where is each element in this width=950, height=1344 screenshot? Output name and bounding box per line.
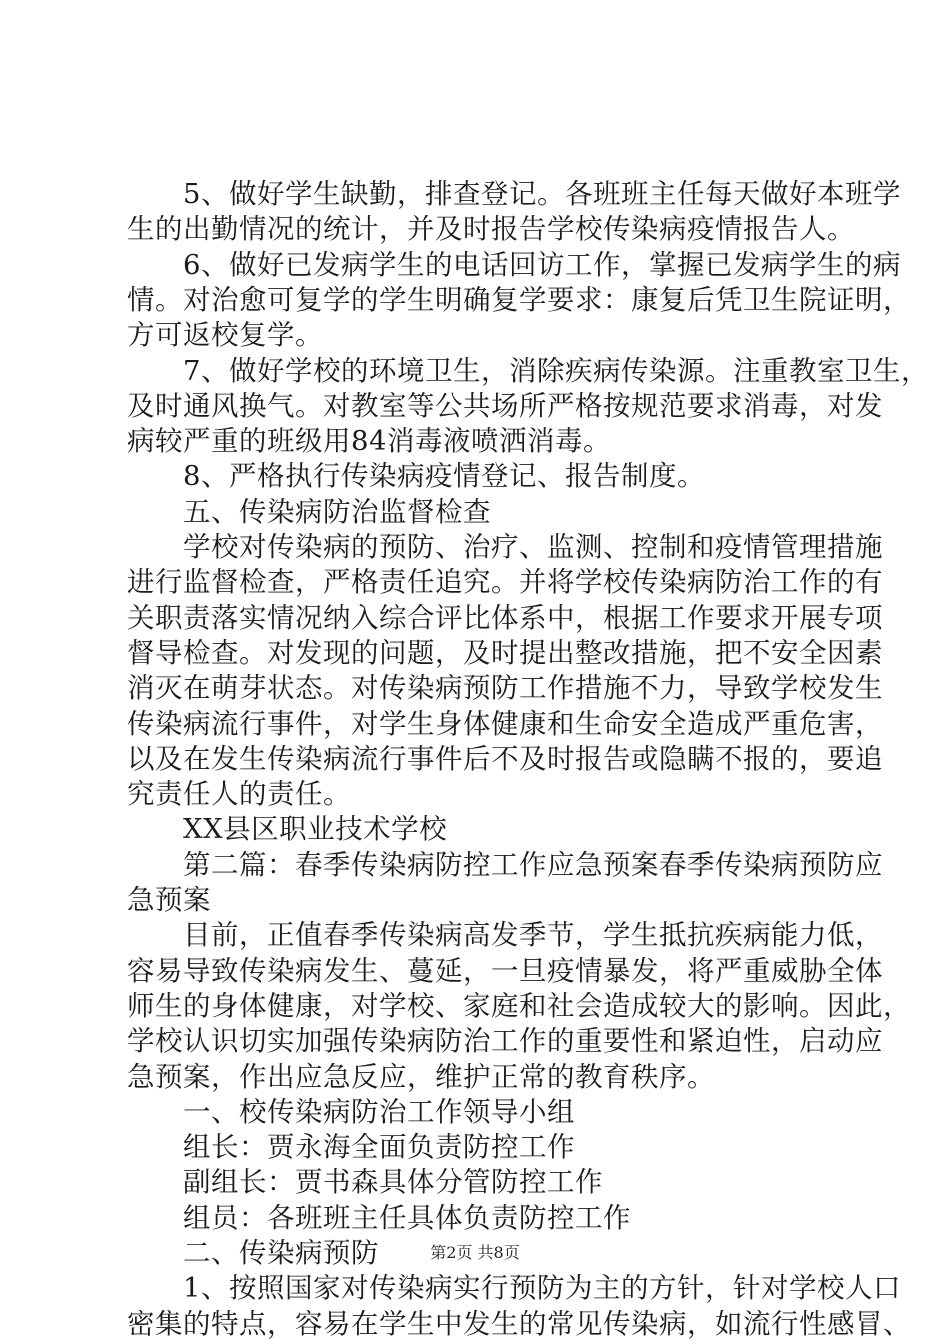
text-line: 进行监督检查，严格责任追究。并将学校传染病防治工作的有 [127,566,883,599]
text-line: 1、按照国家对传染病实行预防为主的方针，针对学校人口 [127,1272,901,1305]
text-line: 第二篇：春季传染病防控工作应急预案春季传染病预防应 [127,848,883,881]
text-line: 消灭在萌芽状态。对传染病预防工作措施不力，导致学校发生 [127,672,883,705]
text-line: 以及在发生传染病流行事件后不及时报告或隐瞒不报的，要追 [127,742,883,775]
text-line: 8、严格执行传染病疫情登记、报告制度。 [127,460,705,493]
text-line: 二、传染病预防 [127,1237,379,1269]
text-line: 学校认识切实加强传染病防治工作的重要性和紧迫性，启动应 [127,1025,883,1058]
page-footer: 第2页 共8页 [430,1243,520,1262]
text-line: 情。对治愈可复学的学生明确复学要求：康复后凭卫生院证明， [127,283,911,316]
text-line: 急预案，作出应急反应，维护正常的教育秩序。 [127,1060,715,1093]
text-line: 传染病流行事件，对学生身体健康和生命安全造成严重危害， [127,707,883,740]
text-line: 容易导致传染病发生、蔓延，一旦疫情暴发，将严重威胁全体 [127,954,883,987]
text-line: 学校对传染病的预防、治疗、监测、控制和疫情管理措施 [127,531,883,563]
text-line: 6、做好已发病学生的电话回访工作，掌握已发病学生的病 [127,248,901,281]
text-line: 组员：各班班主任具体负责防控工作 [127,1201,631,1234]
text-line: 一、校传染病防治工作领导小组 [127,1095,575,1128]
text-line: 目前，正值春季传染病高发季节，学生抵抗疾病能力低， [127,919,883,952]
text-line: 病较严重的班级用84消毒液喷洒消毒。 [127,425,611,458]
text-line: 7、做好学校的环境卫生，消除疾病传染源。注重教室卫生， [127,354,929,387]
text-line: 5、做好学生缺勤，排查登记。各班班主任每天做好本班学 [127,178,901,210]
text-line: 究责任人的责任。 [127,778,351,811]
text-line: 组长：贾永海全面负责防控工作 [127,1131,575,1164]
text-line: 生的出勤情况的统计，并及时报告学校传染病疫情报告人。 [127,213,855,246]
text-line: 关职责落实情况纳入综合评比体系中，根据工作要求开展专项 [127,601,883,634]
text-line: 方可返校复学。 [127,319,323,352]
text-line: 师生的身体健康，对学校、家庭和社会造成较大的影响。因此， [127,989,911,1022]
text-line: 密集的特点，容易在学生中发生的常见传染病，如流行性感冒、 [127,1307,911,1340]
text-line: 五、传染病防治监督检查 [127,495,491,528]
text-line: 督导检查。对发现的问题，及时提出整改措施，把不安全因素 [127,636,883,669]
text-line: 副组长：贾书森具体分管防控工作 [127,1166,603,1199]
text-line: 急预案 [127,884,211,916]
text-line: 及时通风换气。对教室等公共场所严格按规范要求消毒，对发 [127,389,883,422]
text-line: XX县区职业技术学校 [127,813,448,846]
